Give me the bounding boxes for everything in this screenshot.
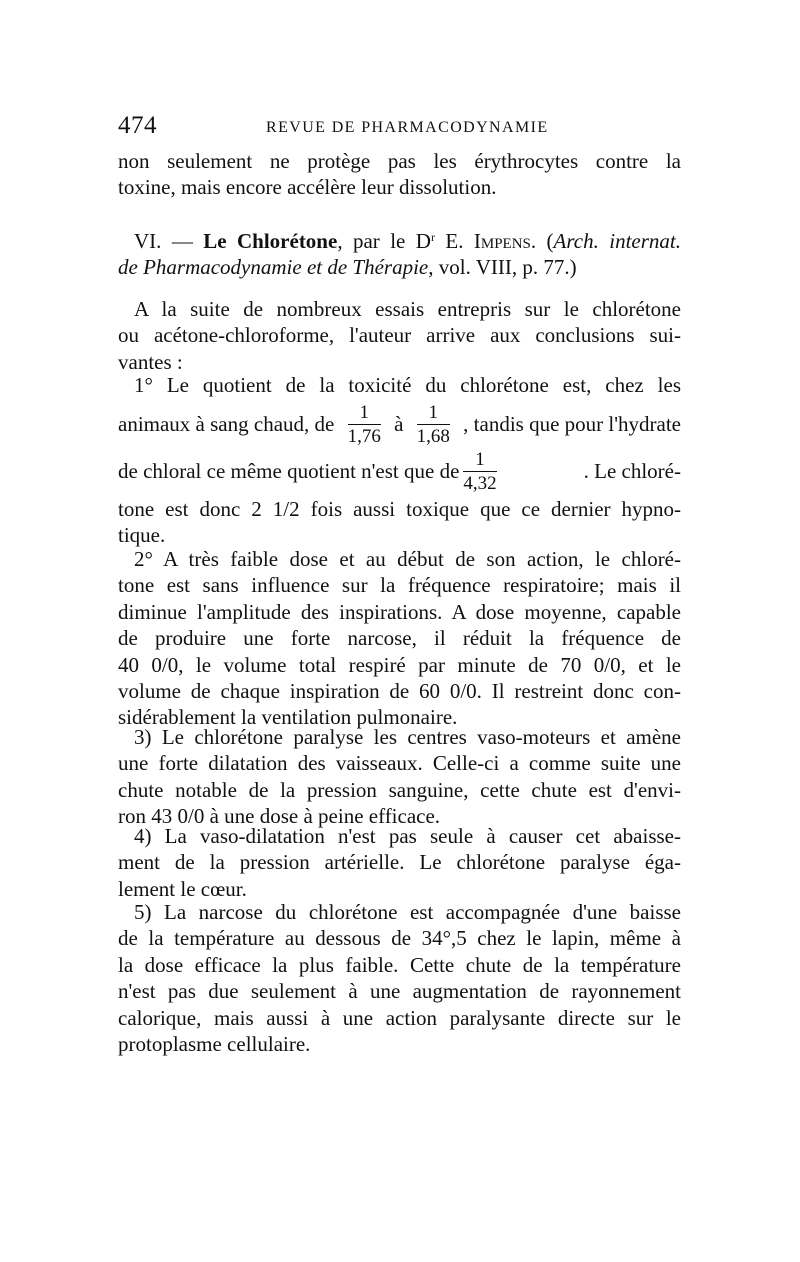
page-header (118, 112, 681, 144)
section-by: , par le D (337, 229, 431, 253)
fraction-numerator: 1 (348, 403, 381, 425)
text-line: lement le cœur. (118, 876, 247, 901)
text-fragment: animaux à sang chaud, de (118, 411, 335, 436)
text-line: 3) Le chlorétone paralyse les centres vaso-moteurs et amène (134, 725, 681, 749)
text-line: vantes : (118, 349, 183, 374)
text-line: ment de la pression artérielle. Le chlorétone paralyse éga- (118, 850, 681, 875)
text-line: non seulement ne protège pas les érythrocytes contre la (118, 149, 681, 173)
text-line: une forte dilatation des vaisseaux. Celle-ci a comme suite une (118, 751, 681, 776)
conclusion-2 (118, 546, 681, 731)
author-name: Impens (473, 229, 531, 253)
text-fragment: , tandis que pour l'hydrate (463, 411, 681, 436)
text-line: ron 43 0/0 à une dose à peine efficace. (118, 804, 441, 829)
section-heading-line-2 (118, 254, 681, 280)
text-line: protoplasme cellulaire. (118, 1031, 311, 1056)
running-title: REVUE DE PHARMACODYNAMIE (266, 119, 549, 136)
section-heading-line-1 (118, 228, 681, 254)
fraction-numerator: 1 (463, 450, 496, 472)
section-heading (118, 228, 681, 281)
text-line: de la température au dessous de 34°,5 chez le lapin, même à (118, 926, 681, 951)
text-fragment: de chloral ce même quotient n'est que de (118, 458, 460, 483)
intro-paragraph (118, 296, 681, 375)
text-fragment: . Le chloré- (583, 458, 681, 483)
conclusion-1-line-1 (118, 372, 681, 398)
text-line: la dose efficace la plus faible. Cette chute de la température (118, 952, 681, 977)
conclusion-4 (118, 823, 681, 902)
conclusion-3 (118, 724, 681, 830)
text-line: de produire une forte narcose, il réduit la fréquence de (118, 626, 681, 651)
conclusion-1-rest (118, 496, 681, 549)
section-title: Le Chlorétone (203, 229, 338, 253)
text-line: 1° Le quotient de la toxicité du chlorétone est, chez les (134, 373, 681, 397)
section-number: VI. — (134, 229, 204, 253)
text-line: 4) La vaso-dilatation n'est pas seule à causer cet abaisse- (134, 824, 681, 848)
journal-title-part2: de Pharmacodynamie et de Thérapie (118, 255, 429, 280)
text-line: 40 0/0, le volume total respiré par minute de 70 0/0, et le (118, 652, 681, 677)
conclusion-1-fraction-line-1 (118, 400, 681, 448)
text-line: tique. (118, 523, 166, 548)
reference-volume: , vol. VIII, p. 77.) (428, 255, 577, 280)
text-line: volume de chaque inspiration de 60 0/0. Il restreint donc con- (118, 678, 681, 703)
text-line: 5) La narcose du chlorétone est accompagnée d'une baisse (134, 900, 681, 924)
fraction (463, 450, 496, 493)
conclusion-5 (118, 899, 681, 1057)
fraction-denominator: 1,68 (416, 425, 450, 447)
fraction-denominator: 4,32 (463, 472, 497, 494)
text-line: sidérablement la ventilation pulmonaire. (118, 705, 458, 730)
text-fragment: à (394, 411, 404, 436)
page-number: 474 (118, 112, 157, 139)
fraction-denominator: 1,76 (347, 425, 381, 447)
ref-open: . ( (530, 229, 554, 253)
author-initial: E. (434, 229, 474, 253)
text-line: tone est sans influence sur la fréquence respiratoire; mais il (118, 573, 681, 598)
opening-paragraph (118, 148, 681, 201)
text-line: 2° A très faible dose et au début de son action, le chloré- (134, 547, 681, 571)
text-line: diminue l'amplitude des inspirations. A dose moyenne, capable (118, 599, 681, 624)
fraction (348, 403, 381, 446)
text-line: chute notable de la pression sanguine, cette chute est d'envi- (118, 777, 681, 802)
fraction-numerator: 1 (417, 403, 450, 425)
journal-title-part1: Arch. internat. (553, 229, 681, 253)
conclusion-1-fraction-line-2 (118, 448, 681, 494)
text-line: ou acétone-chloroforme, l'auteur arrive aux conclusions sui- (118, 323, 681, 348)
text-line: calorique, mais aussi à une action paralysante directe sur le (118, 1005, 681, 1030)
fraction (417, 403, 450, 446)
text-line: tone est donc 2 1/2 fois aussi toxique que ce dernier hypno- (118, 497, 681, 521)
text-line: toxine, mais encore accélère leur dissolution. (118, 175, 497, 200)
text-line: n'est pas due seulement à une augmentation de rayonnement (118, 979, 681, 1004)
dr-superscript: r (430, 230, 435, 244)
text-line: A la suite de nombreux essais entrepris sur le chlorétone (134, 297, 681, 321)
